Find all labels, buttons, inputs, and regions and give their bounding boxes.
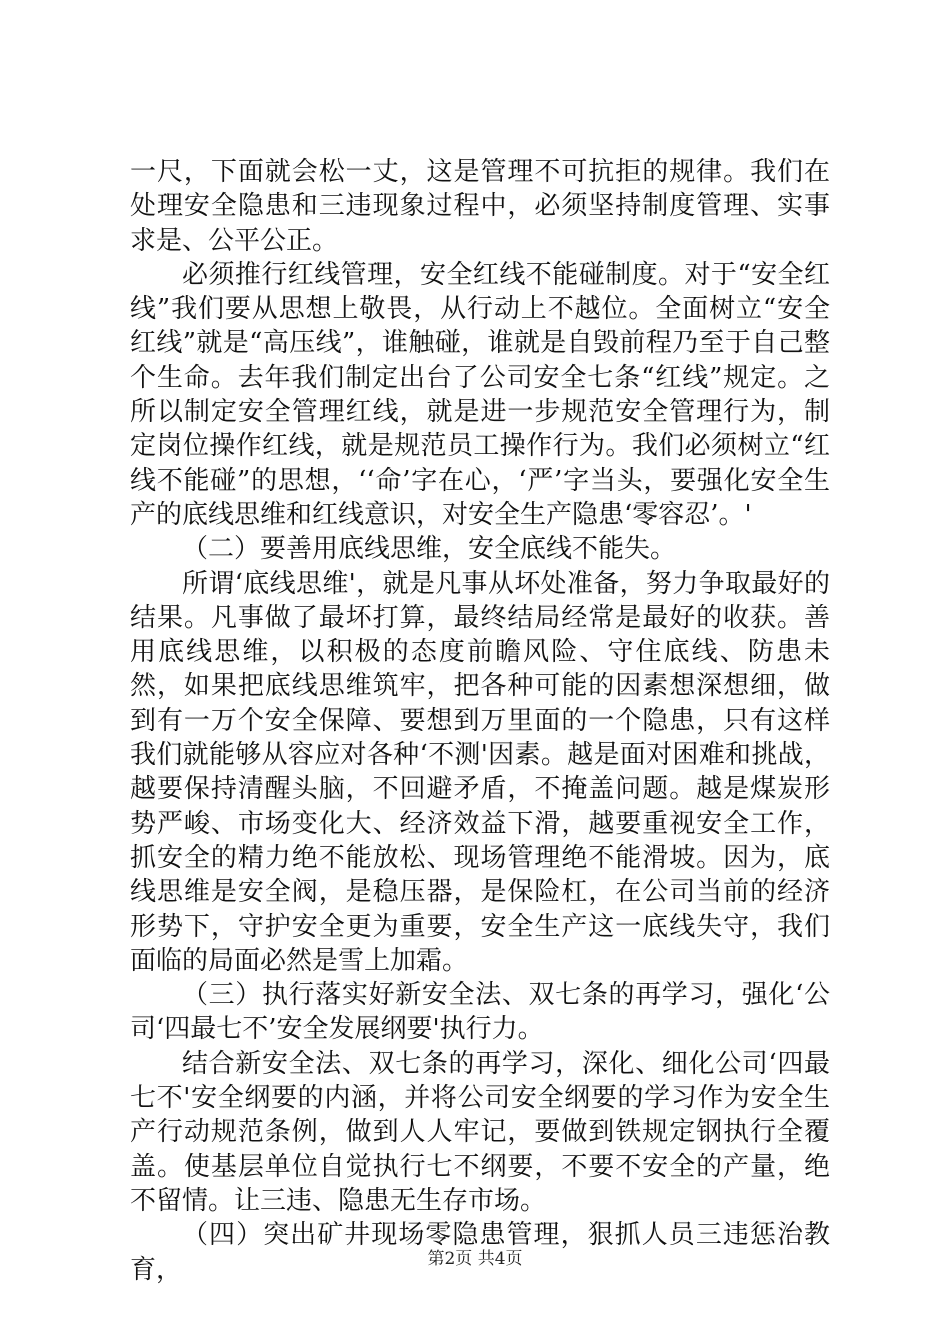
section-heading-3: （三）执行落实好新安全法、双七条的再学习，强化‘公司‘四最七不’安全发展纲要'执行力。 xyxy=(130,980,830,1045)
paragraph-bottom-line: 所谓‘底线思维'，就是凡事从坏处准备，努力争取最好的结果。凡事做了最坏打算，最终结局经常是最好的收获。善用底线思维，以积极的态度前瞻风险、守住底线、防患未然，如果把底线思维筑牢，把各种可能的因素想深想细，做到有一万个安全保障、要想到万里面的一个隐患，只有这样我们就能够从容应对各种‘不测'因素。越是面对困难和挑战，越要保持清醒头脑，不回避矛盾，不掩盖问题。越是煤炭形势严峻、市场变化大、经济效益下滑，越要重视安全工作，抓安全的精力绝不能放松、现场管理绝不能滑坡。因为，底线思维是安全阀，是稳压器，是保险杠，在公司当前的经济形势下，守护安全更为重要，安全生产这一底线失守，我们面临的局面必然是雪上加霜。 xyxy=(130,568,830,976)
paragraph-continuation: 一尺，下面就会松一丈，这是管理不可抗拒的规律。我们在处理安全隐患和三违现象过程中，必须坚持制度管理、实事求是、公平公正。 xyxy=(130,157,830,256)
page-number-footer: 第2页 共4页 xyxy=(427,1249,523,1269)
section-heading-4: （四）突出矿井现场零隐患管理，狠抓人员三违惩治教育， xyxy=(130,1220,830,1285)
section-heading-2: （二）要善用底线思维，安全底线不能失。 xyxy=(182,534,677,565)
document-body xyxy=(130,155,830,1287)
paragraph-safety-outline: 结合新安全法、双七条的再学习，深化、细化公司‘四最七不'安全纲要的内涵，并将公司安全纲要的学习作为安全生产行动规范条例，做到人人牢记，要做到铁规定钢执行全覆盖。使基层单位自觉执行七不纲要，不要不安全的产量，绝不留情。让三违、隐患无生存市场。 xyxy=(130,1048,830,1216)
paragraph-red-line: 必须推行红线管理，安全红线不能碰制度。对于“安全红线”我们要从思想上敬畏，从行动上不越位。全面树立“安全红线”就是“高压线”，谁触碰，谁就是自毁前程乃至于自己整个生命。去年我们制定出台了公司安全七条“红线”规定。之所以制定安全管理红线，就是进一步规范安全管理行为，制定岗位操作红线，就是规范员工操作行为。我们必须树立“红线不能碰”的思想，‘‘命’字在心，‘严’字当头，要强化安全生产的底线思维和红线意识，对安全生产隐患‘零容忍’。' xyxy=(130,259,830,530)
